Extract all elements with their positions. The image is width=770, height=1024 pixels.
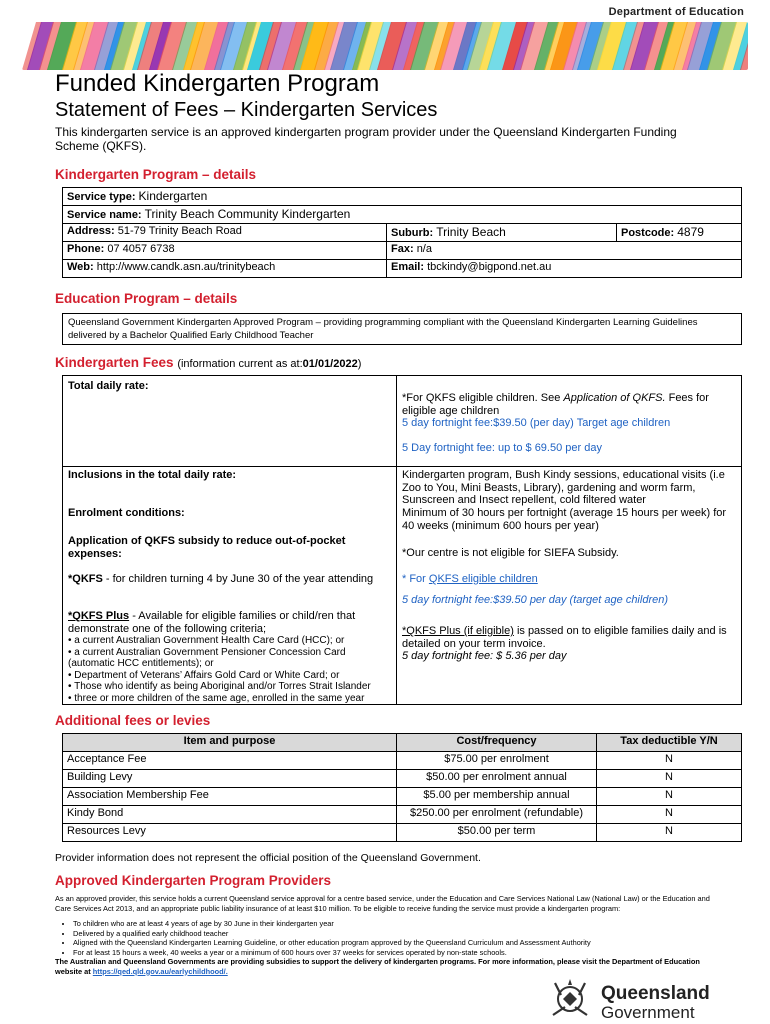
service-details-table xyxy=(62,187,742,278)
providers-text: As an approved provider, this service holds a current Queensland service approval for a centre based service, under the Education and Care Services National Law (National Law) or the Education and Care Services Act 2013, and an appropriate public liability insurance of at least $10 million. To be eligible to receive funding the service must provide a kindergarten program: • To children who are at least 4 years of age by 30 June in their kindergarten year • Delivered by a qualified early childhood teacher • Aligned with the Queensland Kindergarten Learning Guideline, or other education program approved by the Queensland Curriculum and Assessment Authority • For at least 15 hours a week, 40 weeks a year or a minimum of 600 hours over 37 weeks for services operated by non-state schools. The Australian and Queensland Governments are providing subsidies to support the delivery of kindergarten programs. For more information, please visit the Department of Education website at https://qed.qld.gov.au/earlychildhood/. xyxy=(55,894,725,976)
table-cell: N xyxy=(597,806,742,824)
edu-details-text: Queensland Government Kindergarten Approved Program – providing programming compliant with the Queensland Kindergarten Learning Guidelines delivered by a Bachelor Qualified Early Childhood Teacher xyxy=(62,313,742,345)
list-item: • Delivered by a qualified early childhood teacher xyxy=(73,929,725,939)
table-cell: N xyxy=(597,824,742,842)
department-label: Department of Education xyxy=(608,6,744,18)
table-cell: Acceptance Fee xyxy=(63,752,397,770)
enrolment-label: Enrolment conditions: xyxy=(68,507,185,519)
edu-details-heading: Education Program – details xyxy=(55,291,238,306)
logo-line1: Queensland xyxy=(601,983,710,1004)
column-header: Tax deductible Y/N xyxy=(597,734,742,752)
additional-fees-table xyxy=(62,733,742,842)
providers-heading: Approved Kindergarten Program Providers xyxy=(55,873,332,888)
inclusions-label: Inclusions in the total daily rate: xyxy=(68,469,237,481)
list-item: • For at least 15 hours a week, 40 weeks a year or a minimum of 600 hours over 37 weeks for services operated by non-state schools. xyxy=(73,948,725,958)
table-row xyxy=(63,770,742,788)
table-cell: $50.00 per term xyxy=(397,824,597,842)
crest-icon xyxy=(545,975,595,1020)
qkfs-plus-value: *QKFS Plus (if eligible) is passed on to eligible families daily and is detailed on your term invoice. 5 day fortnight fee: $ 5.36 per day xyxy=(402,625,727,662)
page-title: Funded Kindergarten Program xyxy=(55,70,380,97)
qkfs-plus-label: *QKFS Plus - Available for eligible families or child/ren that demonstrate one of the following criteria; • a current Australian Government Health Care Card (HCC); or • a current Australian Government Pensioner Concession Card (automatic HCC entitlements); or • Department of Veterans’ Affairs Gold Card or White Card; or • Those who identify as being Aboriginal and/or Torres Strait Islander • three or more children of the same age, enrolled in the same year xyxy=(68,610,388,704)
table-cell: Kindy Bond xyxy=(63,806,397,824)
providers-list xyxy=(73,919,725,957)
qkfs-plus-criterion: • Department of Veterans’ Affairs Gold Card or White Card; or xyxy=(68,669,340,681)
table-cell: $50.00 per enrolment annual xyxy=(397,770,597,788)
fees-table xyxy=(62,375,742,705)
qkfs-plus-criterion: • a current Australian Government Pensioner Concession Card (automatic HCC entitlements); or xyxy=(68,646,346,669)
inclusions-value: Kindergarten program, Bush Kindy sessions, educational visits (i.e Zoo to You, Mini Beasts, Library), gardening and worm farm, Sunscreen and Insect repellent, cold filtered water xyxy=(402,469,725,506)
additional-heading: Additional fees or levies xyxy=(55,713,211,728)
fax-cell: Fax: n/a xyxy=(387,242,742,260)
qkfs-plus-criterion: • Those who identify as being Aboriginal and/or Torres Strait Islander xyxy=(68,681,371,692)
suburb-cell: Suburb: Trinity Beach xyxy=(387,224,617,242)
colour-banner xyxy=(22,22,748,70)
table-cell: $5.00 per membership annual xyxy=(397,788,597,806)
table-cell: Association Membership Fee xyxy=(63,788,397,806)
email-cell: Email: tbckindy@bigpond.net.au xyxy=(387,260,742,278)
column-header: Item and purpose xyxy=(63,734,397,752)
list-item: • To children who are at least 4 years of age by 30 June in their kindergarten year xyxy=(73,919,725,929)
web-cell: Web: http://www.candk.asn.au/trinitybeach xyxy=(63,260,387,278)
education-website-link[interactable]: https://qed.qld.gov.au/earlychildhood/. xyxy=(92,966,228,976)
qkfs-plus-criteria xyxy=(68,635,388,704)
banner-graphic xyxy=(22,22,748,70)
service-type-cell: Service type: Kindergarten xyxy=(63,188,742,206)
table-row xyxy=(63,752,742,770)
table-cell: $75.00 per enrolment xyxy=(397,752,597,770)
table-row xyxy=(63,824,742,842)
service-name-cell: Service name: Trinity Beach Community Kindergarten xyxy=(63,206,742,224)
phone-cell: Phone: 07 4057 6738 xyxy=(63,242,387,260)
total-rate-label: Total daily rate: xyxy=(68,380,149,392)
list-item: • Aligned with the Queensland Kindergarten Learning Guideline, or other education program approved by the Queensland Curriculum and Assessment Authority xyxy=(73,938,725,948)
qkfs-plus-link[interactable]: *QKFS Plus (if eligible) xyxy=(402,625,514,637)
application-value: *Our centre is not eligible for SIEFA Subsidy. xyxy=(402,547,619,559)
qkfs-label: *QKFS - for children turning 4 by June 30 of the year attending xyxy=(68,573,374,585)
table-cell: Resources Levy xyxy=(63,824,397,842)
application-label: Application of QKFS subsidy to reduce out-of-pocket expenses: xyxy=(68,535,346,560)
qkfs-value: * For QKFS eligible children 5 day fortnight fee:$39.50 per day (target age children) xyxy=(402,573,669,606)
qld-government-logo xyxy=(545,975,750,1020)
logo-line2: Government xyxy=(601,1003,695,1022)
table-row xyxy=(63,806,742,824)
enrolment-value: Minimum of 30 hours per fortnight (average 15 hours per week) for 40 weeks (minimum 600 hours per year) xyxy=(402,507,727,532)
fees-heading: Kindergarten Fees (information current as at:01/01/2022) xyxy=(55,355,362,370)
disclaimer-note: Provider information does not represent the official position of the Queensland Government. xyxy=(55,852,481,864)
qkfs-plus-criterion: • a current Australian Government Health Care Card (HCC); or xyxy=(68,635,345,646)
kp-details-heading: Kindergarten Program – details xyxy=(55,167,257,182)
table-cell: N xyxy=(597,752,742,770)
total-rate-value: *For QKFS eligible children. See Application of QKFS. Fees for eligible age children 5 day fortnight fee:$39.50 (per day) Target age children 5 Day fortnight fee: up to $ 69.50 per day xyxy=(402,392,709,454)
table-cell: $250.00 per enrolment (refundable) xyxy=(397,806,597,824)
table-cell: Building Levy xyxy=(63,770,397,788)
table-row xyxy=(63,788,742,806)
address-cell: Address: 51-79 Trinity Beach Road xyxy=(63,224,387,242)
fees-info: (information current as at:01/01/2022) xyxy=(177,358,362,370)
table-cell: N xyxy=(597,788,742,806)
column-header: Cost/frequency xyxy=(397,734,597,752)
table-cell: N xyxy=(597,770,742,788)
qkfs-plus-criterion: • three or more children of the same age, enrolled in the same year xyxy=(68,692,365,704)
page-subtitle: Statement of Fees – Kindergarten Services xyxy=(55,99,438,121)
intro-text: This kindergarten service is an approved kindergarten program provider under the Queensland Kindergarten Funding Scheme (QKFS). xyxy=(55,125,677,153)
qkfs-eligible-link[interactable]: QKFS eligible children xyxy=(428,573,538,585)
postcode-cell: Postcode: 4879 xyxy=(617,224,742,242)
